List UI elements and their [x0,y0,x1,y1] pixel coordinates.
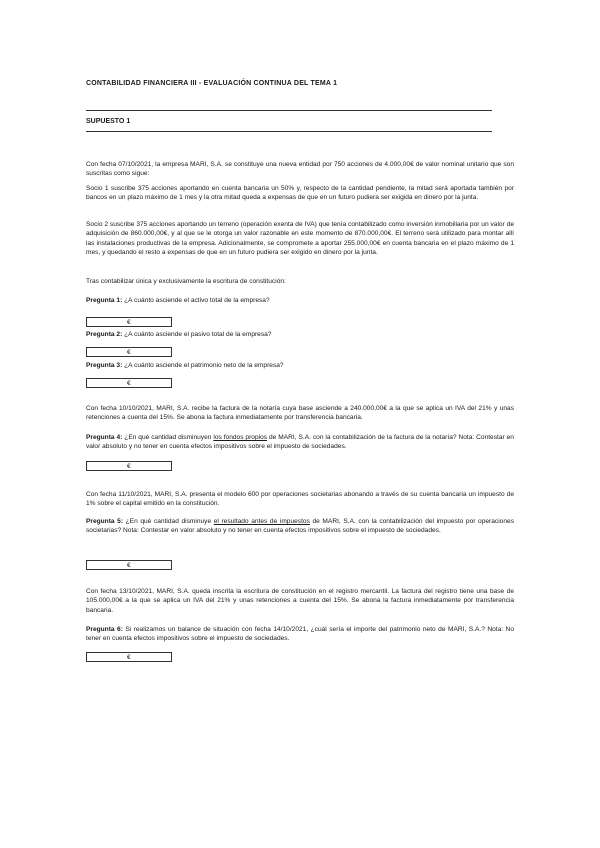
euro-symbol: € [127,349,131,356]
paragraph-modelo-600: Con fecha 11/10/2021, MARI, S.A. presenta el modelo 600 por operaciones societarias abonando a través de su cuenta bancaria un impuesto de 1% sobre el capital emitido en la constitución. [86,491,514,508]
question-label: Pregunta 4: [86,434,123,441]
question-text: ¿A cuánto asciende el patrimonio neto de la empresa? [124,362,284,369]
question-label: Pregunta 3: [86,362,123,369]
question-1 [86,296,514,305]
question-label: Pregunta 1: [86,297,123,304]
answer-box-5[interactable] [86,560,172,570]
divider [86,110,492,111]
question-text: Si realizamos un balance de situación con fecha 14/10/2021, ¿cuál sería el importe del patrimonio neto de MARI, S.A.? Nota: No tener en cuenta efectos impositivos sobre el impuesto de sociedades. [86,626,514,643]
question-text: ¿En qué cantidad disminuyen [124,434,214,441]
question-text: ¿En qué cantidad disminuye [125,518,214,525]
answer-box-4[interactable] [86,461,172,471]
answer-box-6[interactable] [86,652,172,662]
paragraph-registro: Con fecha 13/10/2021, MARI, S.A. queda inscrita la escritura de constitución en el registro mercantil. La factura del registro tiene una base de 105.000,00€ a la que se aplica un IVA del 21% y unas retenciones a cuenta del 15%. Se abona la factura inmediatamente por transferencia bancaria. [86,588,514,614]
document-title: CONTABILIDAD FINANCIERA III - EVALUACIÓN CONTINUA DEL TEMA 1 [86,80,338,87]
intro-paragraph-4: Tras contabilizar única y exclusivamente la escritura de constitución: [86,278,286,285]
question-text: de MARI, S.A. con la contabilización del impuesto por operaciones societarias? Nota: Contestar en valor absoluto y no tener en cuenta efectos impositivos sobre el impuesto de sociedades. [86,518,514,535]
divider [86,131,492,132]
question-emphasis: los fondos propios [213,434,268,441]
section-title: SUPUESTO 1 [86,118,131,125]
question-text: de MARI, S.A. con la contabilización de la factura de la notaría? Nota: Contestar en valor absoluto y no tener en cuenta efectos impositivos sobre el impuesto de sociedades. [86,434,514,451]
question-label: Pregunta 6: [86,626,123,633]
question-6 [86,625,514,644]
question-emphasis: el resultado antes de impuestos [213,518,310,525]
answer-box-1[interactable] [86,317,172,327]
answer-box-2[interactable] [86,347,172,357]
euro-symbol: € [127,319,131,326]
euro-symbol: € [127,562,131,569]
euro-symbol: € [127,654,131,661]
question-text: ¿A cuánto asciende el pasivo total de la empresa? [124,331,272,338]
intro-paragraph-2: Socio 1 suscribe 375 acciones aportando en cuenta bancaria un 50% y, respecto de la cantidad pendiente, la mitad será aportada también por bancos en un plazo máximo de 1 mes y la otra mitad queda a expensas de que en un futuro pudiera ser exigida en dinero por la junta. [86,185,514,202]
intro-paragraph-1: Con fecha 07/10/2021, la empresa MARI, S.A. se constituye una nueva entidad por 750 acciones de 4.000,00€ de valor nominal unitario que son suscritas como sigue: [86,161,514,178]
paragraph-notaria: Con fecha 10/10/2021, MARI, S.A. recibe la factura de la notaría cuya base asciende a 240.000,00€ a la que se aplica un IVA del 21% y unas retenciones a cuenta del 15%. Se abona la factura inmediatamente por transferencia bancaria. [86,405,514,422]
intro-paragraph-3: Socio 2 suscribe 375 acciones aportando un terreno (operación exenta de IVA) que tenía contabilizado como inversión inmobiliaria por un valor de adquisición de 860.000,00€, y al que se le otorga un valor razonable en este momento de 870.000,00€. El terreno será utilizado para montar allí las instalaciones productivas de la empresa. Adicionalmente, se compromete a aportar 255.000,00€ en cuenta bancaria en el plazo máximo de 1 mes, y quedando el resto a expensas de que en un futuro pudiera ser exigido en dinero por la junta. [86,221,514,257]
question-text: ¿A cuánto asciende el activo total de la empresa? [124,297,270,304]
question-4 [86,433,514,452]
question-label: Pregunta 5: [86,518,124,525]
question-5 [86,517,514,536]
question-2 [86,330,514,339]
question-3 [86,361,514,370]
euro-symbol: € [127,463,131,470]
question-label: Pregunta 2: [86,331,123,338]
euro-symbol: € [127,380,131,387]
answer-box-3[interactable] [86,378,172,388]
